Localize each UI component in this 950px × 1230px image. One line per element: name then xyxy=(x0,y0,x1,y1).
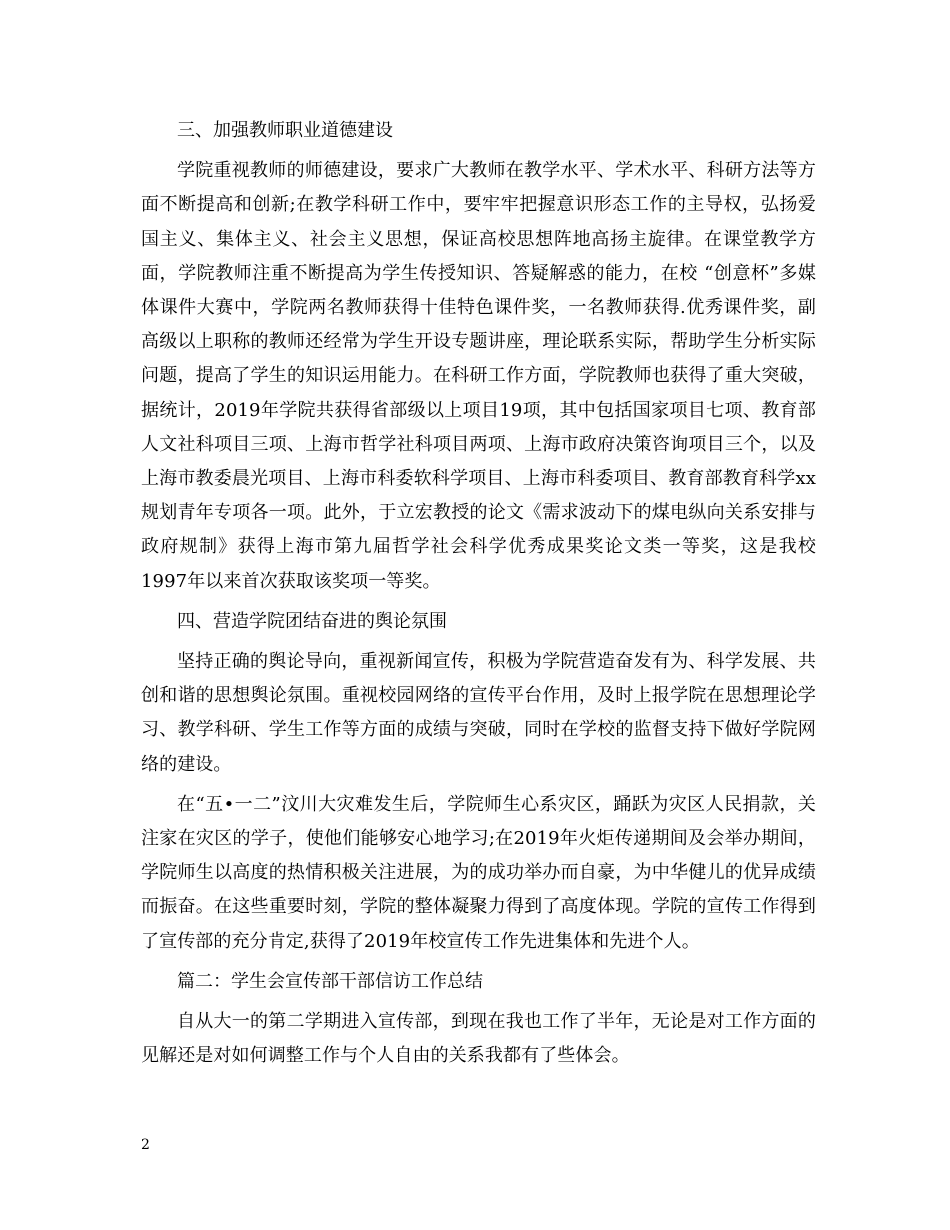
paragraph-public-opinion: 坚持正确的舆论导向，重视新闻宣传，积极为学院营造奋发有为、科学发展、共创和谐的思想舆论氛围。重视校园网络的宣传平台作用，及时上报学院在思想理论学习、教学科研、学生工作等方面的成绩与突破，同时在学校的监督支持下做好学院网络的建设。 xyxy=(141,651,816,775)
section-heading-3: 三、加强教师职业道德建设 xyxy=(177,120,393,141)
article-heading-2: 篇二：学生会宣传部干部信访工作总结 xyxy=(177,970,483,992)
paragraph-intro: 自从大一的第二学期进入宣传部，到现在我也工作了半年，无论是对工作方面的见解还是对如何调整工作与个人自由的关系我都有了些体会。 xyxy=(141,1011,816,1067)
page-number: 2 xyxy=(141,1137,150,1153)
paragraph-teacher-ethics: 学院重视教师的师德建设，要求广大教师在教学水平、学术水平、科研方法等方面不断提高和创新;在教学科研工作中，要牢牢把握意识形态工作的主导权，弘扬爱国主义、集体主义、社会主义思想，保证高校思想阵地高扬主旋律。在课堂教学方面，学院教师注重不断提高为学生传授知识、答疑解惑的能力，在校 “创意杯”多媒体课件大赛中，学院两名教师获得十佳特色课件奖，一名教师获得.优秀课件奖，副高级以上职称的教师还经常为学生开设专题讲座，理论联系实际，帮助学生分析实际问题，提高了学生的知识运用能力。在科研工作方面，学院教师也获得了重大突破， 据统计，2019年学院共获得省部级以上项目19项，其中包括国家项目七项、教育部人文社科项目三项、上海市哲学社科项目两项、上海市政府决策咨询项目三个，以及上海市教委晨光项目、上海市科委软科学项目、上海市科委项目、教育部教育科学xx规划青年专项各一项。此外，于立宏教授的论文《需求波动下的煤电纵向关系安排与政府规制》获得上海市第九届哲学社会科学优秀成果奖论文类一等奖，这是我校1997年以来首次获取该奖项一等奖。 xyxy=(141,160,816,592)
document-body xyxy=(141,114,816,1079)
section-heading-4: 四、营造学院团结奋进的舆论氛围 xyxy=(177,610,447,632)
paragraph-wenchuan: 在“五•一二”汶川大灾难发生后，学院师生心系灾区，踊跃为灾区人民捐款，关注家在灾区的学子，使他们能够安心地学习;在2019年火炬传递期间及会举办期间，学院师生以高度的热情积极关注进展，为的成功举办而自豪，为中华健儿的优异成绩而振奋。在这些重要时刻，学院的整体凝聚力得到了高度体现。学院的宣传工作得到了宣传部的充分肯定,获得了2019年校宣传工作先进集体和先进个人。 xyxy=(141,793,816,952)
